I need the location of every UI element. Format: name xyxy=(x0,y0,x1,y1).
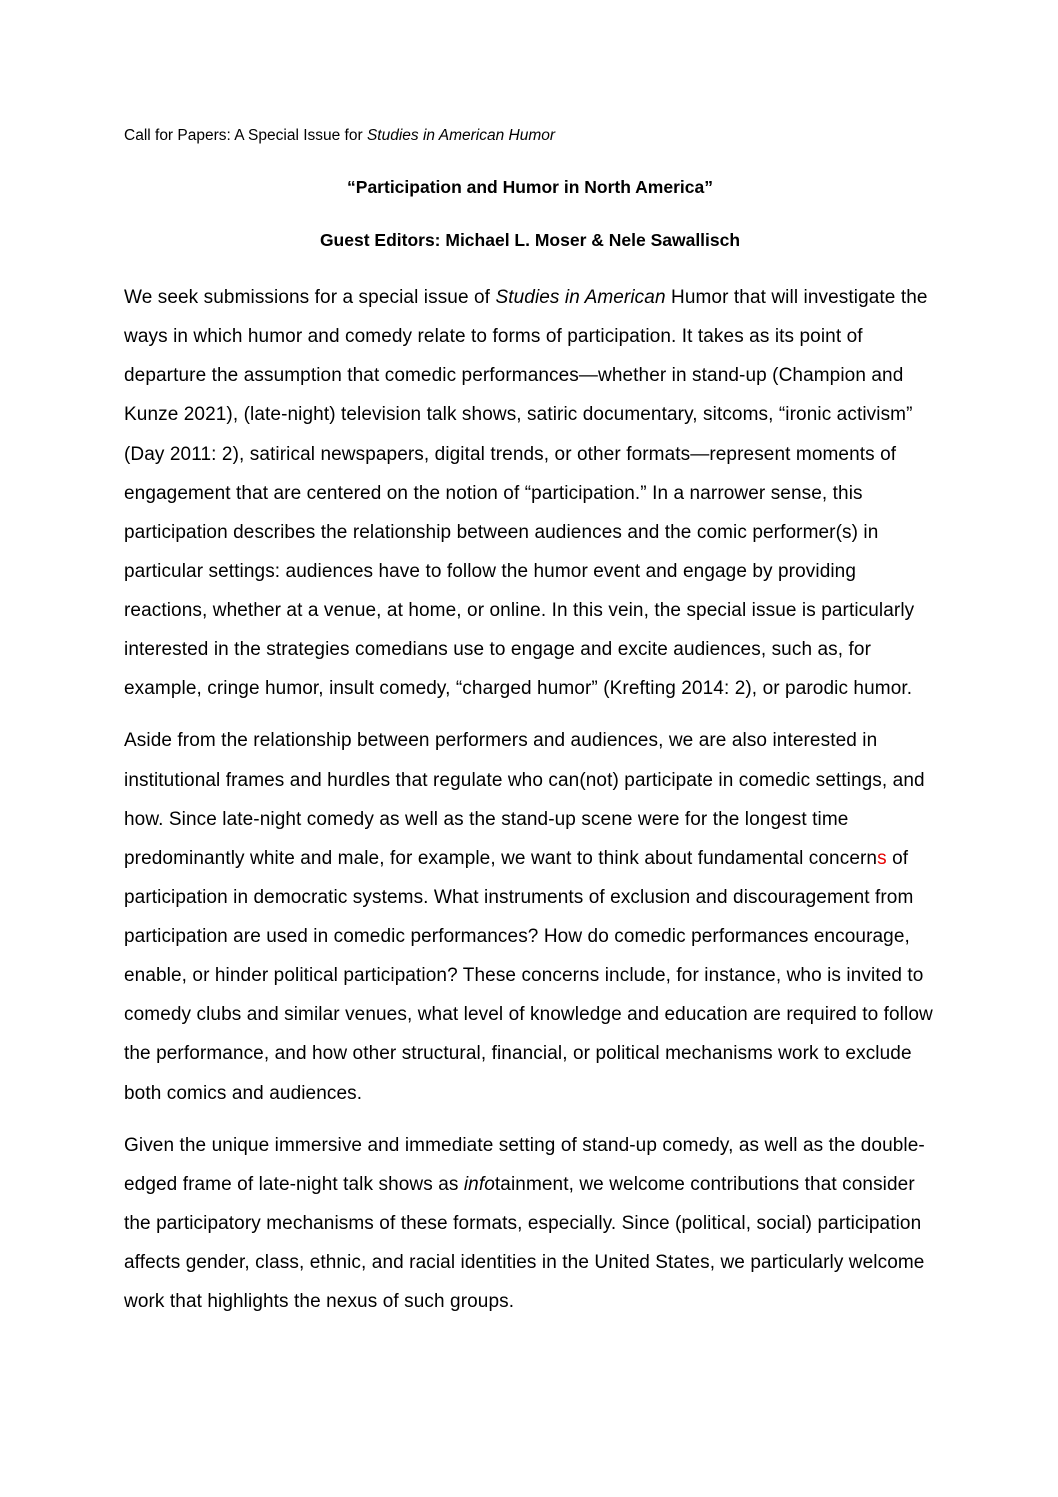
call-for-papers-line xyxy=(124,126,936,146)
paragraph-3 xyxy=(124,1126,936,1322)
document-body xyxy=(124,278,936,1321)
guest-editors-line: Guest Editors: Michael L. Moser & Nele Sawallisch xyxy=(319,230,741,250)
text-run: tainment, we welcome contributions that consider the participatory mechanisms of these formats, especially. Since (political, social) participation affects gender, class, ethnic, and racial identities in the United States, we particularly welcome work that highlights the nexus of such groups. xyxy=(124,1173,925,1313)
paragraph-2 xyxy=(124,721,936,1112)
text-run: Aside from the relationship between performers and audiences, we are also interested in institutional frames and hurdles that regulate who can(not) participate in comedic settings, and how. Since late-night comedy as well as the stand-up scene were for the longest time predominantly white and male, for example, we want to think about fundamental concern xyxy=(124,730,925,869)
text-run: s xyxy=(877,847,887,869)
text-run: Humor that will investigate the ways in which humor and comedy relate to forms of participation. It takes as its point of departure the assumption that comedic performances—whether in stand-up (Champion and Kunze 2021), (late-night) television talk shows, satiric documentary, sitcoms, “ironic activism” (Day 2011: 2), satirical newspapers, digital trends, or other formats—represent moments of engagement that are centered on the notion of “participation.” In a narrower sense, this participation describes the relationship between audiences and the comic performer(s) in particular settings: audiences have to follow the humor event and engage by providing reactions, whether at a venue, at home, or online. In this vein, the special issue is particularly interested in the strategies comedians use to engage and excite audiences, such as, for example, cringe humor, insult comedy, “charged humor” (Krefting 2014: 2), or parodic humor. xyxy=(124,287,928,700)
paragraph-1 xyxy=(124,278,936,708)
text-run: Studies in American xyxy=(495,287,666,308)
text-run: Call for Papers: A Special Issue for xyxy=(124,127,367,144)
text-run: We seek submissions for a special issue of xyxy=(124,287,496,308)
special-issue-title: “Participation and Humor in North America” xyxy=(347,177,713,197)
text-run: of participation in democratic systems. What instruments of exclusion and discouragement from participation are used in comedic performances? How do comedic performances encourage, enable, or hinder political participation? These concerns include, for instance, who is invited to comedy clubs and similar venues, what level of knowledge and education are required to follow the performance, and how other structural, financial, or political mechanisms work to exclude both comics and audiences. xyxy=(124,847,933,1104)
text-run: Given the unique immersive and immediate setting of stand-up comedy, as well as the double-edged frame of late-night talk shows as xyxy=(124,1134,925,1195)
text-run: Studies in American Humor xyxy=(366,127,556,144)
text-run: info xyxy=(463,1173,495,1195)
